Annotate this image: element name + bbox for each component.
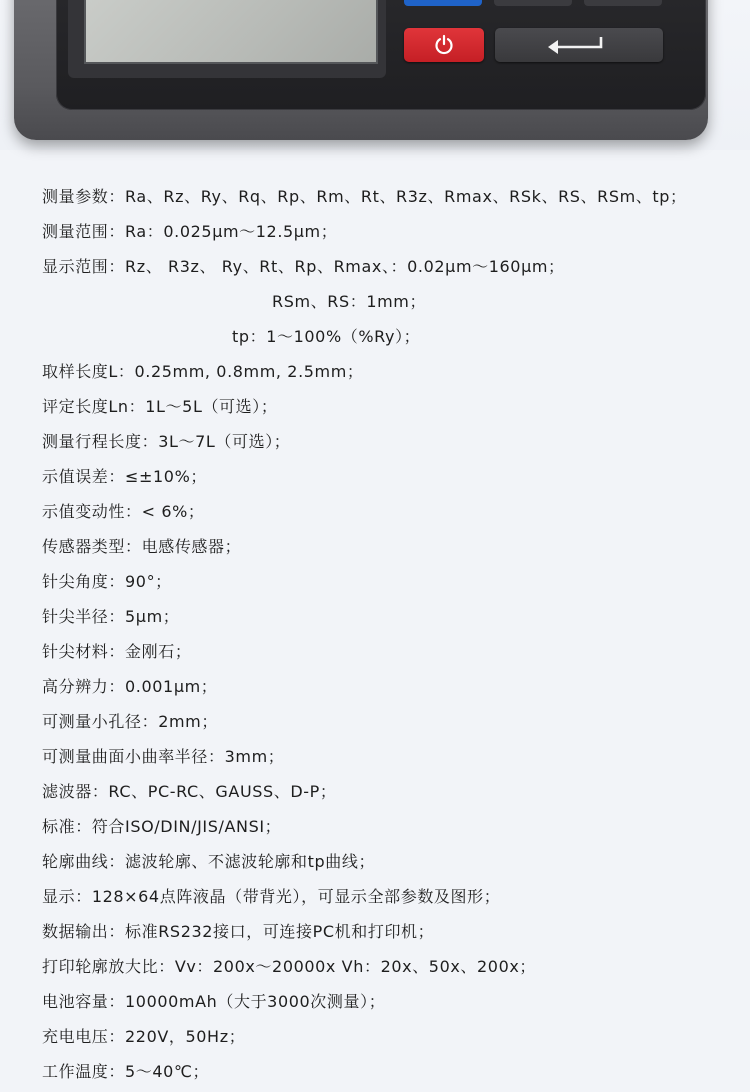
device-blue-key (404, 0, 482, 6)
spec-line: 标准：符合ISO/DIN/JIS/ANSI； (42, 817, 282, 836)
enter-arrow-icon (547, 35, 605, 55)
spec-label: 显示 (42, 887, 76, 906)
spec-line: 针尖半径：5μm； (42, 607, 180, 626)
spec-label: 高分辨力 (42, 677, 109, 696)
lcd-screen (84, 0, 378, 64)
spec-value: 0.25mm, 0.8mm, 2.5mm； (134, 362, 364, 381)
spec-line: 可测量小孔径：2mm； (42, 712, 218, 731)
spec-label: 工作温度 (42, 1062, 109, 1081)
spec-label: 测量行程长度 (42, 432, 142, 451)
spec-label: 充电电压 (42, 1027, 109, 1046)
spec-label: 测量范围 (42, 222, 109, 241)
spec-label: 数据输出 (42, 922, 109, 941)
device-dark-key (584, 0, 662, 6)
spec-value: 3L～7L（可选）； (158, 432, 291, 451)
spec-label: 取样长度L (42, 362, 118, 381)
spec-line: 滤波器：RC、PC-RC、GAUSS、D-P； (42, 782, 337, 801)
spec-value: < 6%； (141, 502, 205, 521)
spec-label: 标准 (42, 817, 76, 836)
device-power-key (404, 28, 484, 62)
spec-label: 评定长度Ln (42, 397, 129, 416)
spec-list (0, 182, 750, 1092)
spec-value: ≤±10%； (125, 467, 207, 486)
spec-line: 示值误差：≤±10%； (42, 467, 207, 486)
spec-value: 10000mAh（大于3000次测量）； (125, 992, 386, 1011)
spec-label: 示值变动性 (42, 502, 126, 521)
spec-label: 电池容量 (42, 992, 109, 1011)
spec-value: 128×64点阵液晶（带背光），可显示全部参数及图形； (91, 887, 501, 906)
spec-label: 滤波器 (42, 782, 92, 801)
spec-line: 可测量曲面小曲率半径：3mm； (42, 747, 285, 766)
spec-value: 2mm； (158, 712, 218, 731)
spec-line: 工作温度：5～40℃； (42, 1062, 210, 1081)
spec-line: 数据输出：标准RS232接口，可连接PC机和打印机； (42, 922, 435, 941)
spec-value: 5～40℃； (125, 1062, 210, 1081)
spec-value: 3mm； (224, 747, 285, 766)
device-enter-key (495, 28, 663, 62)
spec-label: 针尖半径 (42, 607, 109, 626)
spec-label: 可测量小孔径 (42, 712, 142, 731)
spec-value: 220V，50Hz； (125, 1027, 246, 1046)
spec-label: 针尖角度 (42, 572, 109, 591)
spec-line: 轮廓曲线：滤波轮廓、不滤波轮廓和tp曲线； (42, 852, 376, 871)
spec-line: 传感器类型：电感传感器； (42, 537, 242, 556)
spec-line: 针尖角度：90°； (42, 572, 172, 591)
power-icon (433, 34, 455, 56)
spec-label: 示值误差 (42, 467, 109, 486)
spec-value: Vv：200x～20000x Vh：20x、50x、200x； (174, 957, 537, 976)
spec-value: 电感传感器； (141, 537, 242, 556)
spec-value: Ra：0.025μm～12.5μm； (125, 222, 338, 241)
spec-line: 打印轮廓放大比：Vv：200x～20000x Vh：20x、50x、200x； (42, 957, 537, 976)
spec-value: tp：1～100%（%Ry）； (232, 327, 421, 346)
spec-line: 测量参数：Ra、Rz、Ry、Rq、Rp、Rm、Rt、R3z、Rmax、RSk、RS、RSm、tp； (42, 187, 687, 206)
spec-line: 高分辨力：0.001μm； (42, 677, 218, 696)
spec-value: RC、PC-RC、GAUSS、D-P； (108, 782, 337, 801)
spec-value: 标准RS232接口，可连接PC机和打印机； (125, 922, 435, 941)
spec-label: 传感器类型 (42, 537, 126, 556)
spec-label: 打印轮廓放大比 (42, 957, 159, 976)
spec-value: Rz、 R3z、 Ry、Rt、Rp、Rmax、：0.02μm～160μm； (125, 257, 565, 276)
spec-line: 测量范围：Ra：0.025μm～12.5μm； (42, 222, 338, 241)
spec-value: RSm、RS：1mm； (272, 292, 427, 311)
spec-value: 金刚石； (125, 642, 192, 661)
spec-label: 可测量曲面小曲率半径 (42, 747, 209, 766)
spec-line: 示值变动性：< 6%； (42, 502, 205, 521)
spec-line: 显示：128×64点阵液晶（带背光），可显示全部参数及图形； (42, 887, 501, 906)
spec-label: 轮廓曲线 (42, 852, 109, 871)
spec-label: 显示范围 (42, 257, 109, 276)
spec-line: 显示范围：Rz、 R3z、 Ry、Rt、Rp、Rmax、：0.02μm～160μm； (42, 257, 565, 276)
spec-label: 测量参数 (42, 187, 109, 206)
spec-value: 5μm； (125, 607, 180, 626)
spec-line: 取样长度L：0.25mm, 0.8mm, 2.5mm； (42, 362, 364, 381)
spec-line: 电池容量：10000mAh（大于3000次测量）； (42, 992, 386, 1011)
spec-value: 滤波轮廓、不滤波轮廓和tp曲线； (125, 852, 376, 871)
spec-line: 充电电压：220V，50Hz； (42, 1027, 246, 1046)
spec-line: 评定长度Ln：1L～5L（可选）； (42, 397, 278, 416)
device-dark-key (494, 0, 572, 6)
spec-line: 针尖材料：金刚石； (42, 642, 192, 661)
spec-line-continued (0, 322, 750, 357)
spec-value: Ra、Rz、Ry、Rq、Rp、Rm、Rt、R3z、Rmax、RSk、RS、RSm、tp； (125, 187, 687, 206)
spec-value: 0.001μm； (125, 677, 218, 696)
spec-value: 90°； (125, 572, 172, 591)
spec-value: 符合ISO/DIN/JIS/ANSI； (91, 817, 282, 836)
spec-label: 针尖材料 (42, 642, 109, 661)
device-photo (0, 0, 750, 150)
spec-line-continued (0, 287, 750, 322)
spec-line: 测量行程长度：3L～7L（可选）； (42, 432, 291, 451)
spec-value: 1L～5L（可选）； (145, 397, 278, 416)
